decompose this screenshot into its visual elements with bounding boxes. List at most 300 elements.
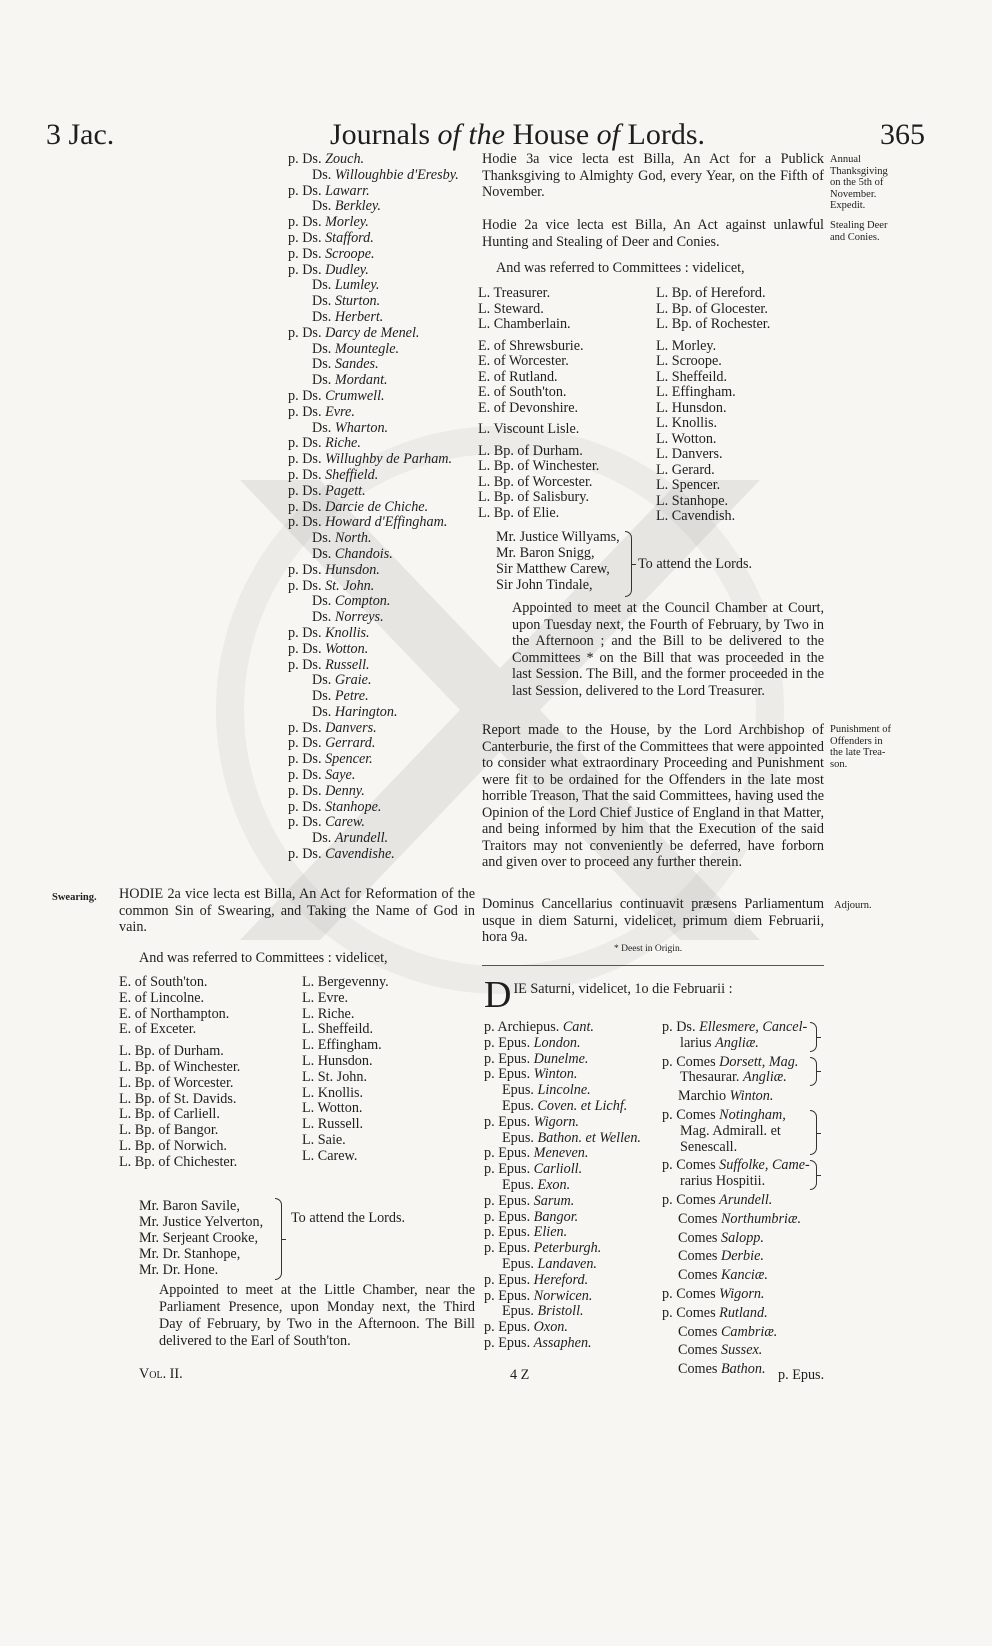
earl-entry xyxy=(662,1249,814,1265)
earl-entry xyxy=(662,1089,814,1105)
list-item xyxy=(288,531,459,547)
brace-swearing-attendees xyxy=(275,1198,282,1280)
margin-line: November. xyxy=(830,188,877,200)
list-item xyxy=(484,1289,641,1305)
list-item xyxy=(288,815,459,831)
list-item xyxy=(484,1241,641,1257)
list-item: L. Bergevenny. xyxy=(302,974,389,990)
list-name: North. xyxy=(334,530,372,547)
list-item: L. Knollis. xyxy=(656,415,718,431)
list-item: L. Viscount Lisle. xyxy=(478,421,580,437)
list-name: Stanhope. xyxy=(325,798,382,815)
list-item: L. Sheffeild. xyxy=(656,368,728,385)
lords-attendance-list xyxy=(288,152,459,863)
list-item xyxy=(484,1304,641,1320)
die-heading-text: IE Saturni, videlicet, 1o die Februarii : xyxy=(513,981,733,997)
swearing-committee-col2 xyxy=(302,975,389,1165)
list-item: L. Knollis. xyxy=(302,1084,364,1101)
list-prefix: p. Epus. xyxy=(484,1113,534,1130)
list-prefix: p. Ds. xyxy=(288,751,326,768)
bishops-attendance-list xyxy=(484,1020,641,1352)
list-name: Wotton. xyxy=(325,640,369,657)
list-item xyxy=(484,1146,641,1162)
list-prefix: Ds. xyxy=(312,609,335,626)
list-name: Dunelme. xyxy=(533,1050,589,1067)
list-item: L. Evre. xyxy=(302,989,349,1006)
list-item xyxy=(484,1052,641,1068)
list-name: Norwicen. xyxy=(533,1287,593,1304)
earl-entry xyxy=(662,1212,814,1228)
earl-entry xyxy=(662,1325,814,1341)
margin-note-deer xyxy=(830,220,902,243)
list-prefix: p. Ds. xyxy=(288,482,326,499)
list-name: Cavendishe. xyxy=(325,846,395,863)
list-item xyxy=(288,152,459,168)
list-item: L. Gerard. xyxy=(656,461,715,478)
die-saturni-heading xyxy=(484,974,824,1016)
list-prefix: p. Ds. xyxy=(288,451,326,468)
list-prefix: Ds. xyxy=(312,530,335,547)
list-item xyxy=(288,768,459,784)
list-item: L. Effingham. xyxy=(302,1037,382,1054)
swearing-attendees xyxy=(139,1198,263,1278)
list-item xyxy=(288,642,459,658)
deer-bill-paragraph: Hodie 2a vice lecta est Billa, An Act against unlawful Hunting and Stealing of Deer and Conies. xyxy=(482,217,824,250)
list-item xyxy=(484,1020,641,1036)
margin-line: Offenders in xyxy=(830,735,883,747)
list-name: Mountegle. xyxy=(334,340,400,357)
list-item xyxy=(484,1131,641,1147)
list-name: Denny. xyxy=(325,782,365,799)
earl-entry xyxy=(662,1268,814,1284)
list-item: L. Bp. of Salisbury. xyxy=(478,489,589,505)
list-prefix: p. Ds. xyxy=(288,182,326,199)
earl-entry xyxy=(662,1108,814,1155)
list-item: E. of Exceter. xyxy=(119,1021,197,1038)
list-name: Hunsdon. xyxy=(325,561,380,578)
margin-note-punishment xyxy=(830,724,902,770)
list-prefix: p. Ds. xyxy=(288,561,326,578)
list-item xyxy=(484,1115,641,1131)
margin-line: Stealing Deer xyxy=(830,220,888,231)
earl-line: Comes Salopp. xyxy=(678,1229,764,1246)
earl-line: larius Angliæ. xyxy=(680,1034,759,1051)
list-name: Howard d'Effingham. xyxy=(325,514,448,531)
list-prefix: p. Ds. xyxy=(288,245,326,262)
list-item: L. Wotton. xyxy=(302,1100,363,1117)
list-item: L. Bp. of Winchester. xyxy=(478,458,600,474)
swearing-referred-line: And was referred to Committees : videlicet, xyxy=(139,950,388,966)
list-name: Sheffield. xyxy=(325,466,379,483)
list-prefix: p. Epus. xyxy=(484,1050,534,1067)
list-item xyxy=(288,468,459,484)
list-item: L. Bp. of Bangor. xyxy=(119,1122,219,1139)
list-item xyxy=(288,263,459,279)
list-name: Lincolne. xyxy=(537,1082,591,1099)
list-name: Meneven. xyxy=(533,1145,589,1162)
list-item xyxy=(288,294,459,310)
earl-line: Mag. Admirall. et xyxy=(680,1122,781,1139)
page-number: 365 xyxy=(880,118,925,151)
list-name: Gerrard. xyxy=(325,735,376,752)
list-prefix: Ds. xyxy=(312,356,335,373)
list-item: L. Bp. of Glocester. xyxy=(656,300,768,317)
list-name: Evre. xyxy=(325,403,355,420)
title-part: House xyxy=(505,118,597,151)
list-prefix: Ds. xyxy=(312,372,335,389)
list-prefix: Ds. xyxy=(312,703,335,720)
margin-note-thanksgiving xyxy=(830,154,902,212)
list-name: Danvers. xyxy=(325,719,377,736)
margin-line: Annual xyxy=(830,154,861,165)
list-item xyxy=(484,1210,641,1226)
list-item xyxy=(288,563,459,579)
list-prefix: p. Epus. xyxy=(484,1240,534,1257)
list-item: Mr. Dr. Hone. xyxy=(139,1262,219,1278)
list-name: Herbert. xyxy=(334,308,384,325)
margin-line: Punishment of xyxy=(830,724,891,735)
list-item: E. of South'ton. xyxy=(478,384,567,400)
earl-line: Comes Bathon. xyxy=(678,1361,766,1378)
title-part: Journals xyxy=(330,118,438,151)
brace xyxy=(810,1022,817,1052)
list-item: Mr. Justice Willyams, xyxy=(496,529,620,545)
list-name: Willoughbie d'Eresby. xyxy=(334,166,459,183)
list-name: London. xyxy=(533,1034,581,1051)
title-part: Lords. xyxy=(620,118,705,151)
list-item: L. Bp. of Chichester. xyxy=(119,1153,238,1170)
earl-entry xyxy=(662,1020,814,1052)
list-item: L. Sheffeild. xyxy=(302,1021,374,1038)
list-item: E. of Rutland. xyxy=(478,368,558,385)
earl-entry xyxy=(662,1343,814,1359)
list-name: Lumley. xyxy=(334,277,380,294)
list-item xyxy=(288,168,459,184)
list-item xyxy=(484,1257,641,1273)
earl-line: Comes Northumbriæ. xyxy=(678,1210,801,1227)
list-item xyxy=(484,1178,641,1194)
list-name: Knollis. xyxy=(325,624,370,641)
list-item xyxy=(288,199,459,215)
list-prefix: p. Ds. xyxy=(288,151,326,167)
list-prefix: p. Epus. xyxy=(484,1224,534,1241)
list-item: L. Bp. of Worcester. xyxy=(478,473,593,490)
list-prefix: Ds. xyxy=(312,293,335,310)
earl-entry xyxy=(662,1287,814,1303)
drop-cap: D xyxy=(484,974,512,1016)
list-name: Carew. xyxy=(325,814,365,831)
list-item: Mr. Serjeant Crooke, xyxy=(139,1230,258,1246)
list-item xyxy=(288,373,459,389)
list-prefix: p. Ds. xyxy=(288,656,326,673)
list-prefix: p. Epus. xyxy=(484,1334,534,1351)
list-item xyxy=(484,1036,641,1052)
list-name: Darcie de Chiche. xyxy=(325,498,429,515)
brace xyxy=(810,1057,817,1087)
list-item xyxy=(484,1083,641,1099)
margin-note-adjourn: Adjourn. xyxy=(834,900,872,911)
list-prefix: p. Ds. xyxy=(288,214,326,231)
list-prefix: p. Ds. xyxy=(288,466,326,483)
list-name: Lawarr. xyxy=(325,182,370,199)
list-item xyxy=(288,500,459,516)
list-prefix: Epus. xyxy=(502,1255,538,1272)
earl-line: p. Comes Wigorn. xyxy=(662,1285,765,1302)
list-prefix: p. Ds. xyxy=(288,324,326,341)
list-name: Exon. xyxy=(537,1176,571,1193)
regnal-year: 3 Jac. xyxy=(46,118,115,151)
list-name: Spencer. xyxy=(325,751,373,768)
list-prefix: Ds. xyxy=(312,419,335,436)
brace xyxy=(810,1110,817,1155)
list-item: L. Stanhope. xyxy=(656,492,729,509)
margin-line: and Conies. xyxy=(830,231,880,243)
list-item xyxy=(288,326,459,342)
adjourn-paragraph: Dominus Cancellarius continuavit præsens Parliamentum usque in diem Saturni, videlicet, primum diem Februarii, hora 9a. xyxy=(482,896,824,945)
margin-line: Thanksgiving xyxy=(830,165,888,177)
margin-line: the late Trea- xyxy=(830,747,886,758)
deer-committee-col1 xyxy=(478,286,599,521)
list-item xyxy=(288,515,459,531)
deer-appointed-paragraph: Appointed to meet at the Council Chamber at Court, upon Tuesday next, the Fourth of February, by Two in the Afternoon ; and the Bill to be delivered to the Committees * on the Bill that was proceeded in the last Session. The Bill, and the former proceeded in the last Session, delivered to the Lord Treasurer. xyxy=(512,600,824,699)
list-prefix: p. Ds. xyxy=(288,577,326,594)
list-item: L. St. John. xyxy=(302,1068,368,1085)
list-prefix: p. Epus. xyxy=(484,1161,534,1178)
list-prefix: p. Ds. xyxy=(288,403,326,420)
list-name: Oxon. xyxy=(533,1319,568,1336)
deer-attendees xyxy=(496,529,620,593)
list-name: Bristoll. xyxy=(537,1303,584,1320)
list-item xyxy=(288,436,459,452)
list-item xyxy=(288,736,459,752)
list-name: Harington. xyxy=(334,703,398,720)
list-prefix: Ds. xyxy=(312,688,335,705)
list-prefix: Ds. xyxy=(312,166,335,183)
list-name: Arundell. xyxy=(334,830,389,847)
list-item xyxy=(288,357,459,373)
deer-attend-note: To attend the Lords. xyxy=(638,556,753,572)
margin-note-swearing: Swearing. xyxy=(52,892,97,903)
list-item: L. Bp. of Rochester. xyxy=(656,316,771,332)
list-name: Sandes. xyxy=(334,356,379,373)
list-prefix: Epus. xyxy=(502,1097,538,1114)
list-name: Berkley. xyxy=(334,198,381,215)
earl-line: Comes Derbie. xyxy=(678,1248,764,1265)
list-prefix: p. Ds. xyxy=(288,782,326,799)
list-name: Coven. et Lichf. xyxy=(537,1097,628,1114)
list-item: L. Effingham. xyxy=(656,384,736,400)
list-item: E. of Northampton. xyxy=(119,1005,230,1022)
list-prefix: p. Epus. xyxy=(484,1192,534,1209)
list-item xyxy=(288,721,459,737)
list-item xyxy=(484,1225,641,1241)
list-item xyxy=(288,658,459,674)
list-item: L. Riche. xyxy=(302,1005,355,1022)
brace-deer-attendees xyxy=(625,531,632,597)
list-name: Wigorn. xyxy=(533,1113,579,1130)
list-item: L. Carew. xyxy=(302,1147,358,1164)
list-name: Norreys. xyxy=(334,609,384,626)
list-name: Stafford. xyxy=(325,229,374,246)
list-name: Pagett. xyxy=(325,482,366,499)
list-item: L. Wotton. xyxy=(656,430,717,447)
list-item: L. Morley. xyxy=(656,337,717,354)
list-prefix: p. Epus. xyxy=(484,1208,534,1225)
volume-label: Vol. II. xyxy=(139,1366,183,1382)
earl-entry xyxy=(662,1158,814,1190)
earl-line: Comes Sussex. xyxy=(678,1342,763,1359)
list-name: Sturton. xyxy=(334,293,381,310)
list-item: L. Russell. xyxy=(302,1116,364,1133)
list-item: L. Bp. of Durham. xyxy=(119,1043,224,1060)
list-item: L. Bp. of Norwich. xyxy=(119,1137,227,1154)
swearing-committee-col1 xyxy=(119,975,240,1171)
earl-line: Marchio Winton. xyxy=(678,1088,774,1105)
list-name: Winton. xyxy=(533,1066,578,1083)
list-item: L. Treasurer. xyxy=(478,285,551,301)
list-item xyxy=(484,1273,641,1289)
list-prefix: p. Epus. xyxy=(484,1287,534,1304)
swearing-appointed-paragraph: Appointed to meet at the Little Chamber, near the Parliament Presence, upon Monday next, the Third Day of February, by Two in the Afternoon. The Bill delivered to the Earl of South'ton. xyxy=(159,1282,475,1349)
list-item: E. of South'ton. xyxy=(119,974,208,990)
earl-line: Senescall. xyxy=(680,1138,738,1155)
margin-line: Expedit. xyxy=(830,200,866,211)
list-item xyxy=(288,547,459,563)
page-title xyxy=(330,118,705,152)
list-prefix: p. Epus. xyxy=(484,1145,534,1162)
title-part: of the xyxy=(437,118,505,151)
swearing-bill-paragraph: HODIE 2a vice lecta est Billa, An Act for Reformation of the common Sin of Swearing, and Taking the Name of God in vain. xyxy=(119,886,475,935)
list-item: L. Steward. xyxy=(478,300,544,317)
list-prefix: Ds. xyxy=(312,593,335,610)
list-prefix: p. Ds. xyxy=(288,735,326,752)
list-name: Cant. xyxy=(562,1019,594,1035)
list-name: Graie. xyxy=(334,672,372,689)
list-item: Sir John Tindale, xyxy=(496,577,593,593)
earl-line: Comes Cambriæ. xyxy=(678,1323,778,1340)
list-prefix: p. Epus. xyxy=(484,1319,534,1336)
list-item xyxy=(288,689,459,705)
list-item xyxy=(288,752,459,768)
list-name: Mordant. xyxy=(334,372,388,389)
list-item: L. Danvers. xyxy=(656,446,723,462)
list-item xyxy=(484,1162,641,1178)
list-item: L. Hunsdon. xyxy=(656,399,727,416)
brace xyxy=(810,1160,817,1190)
margin-line: son. xyxy=(830,758,848,770)
list-item xyxy=(484,1067,641,1083)
list-name: Bathon. et Wellen. xyxy=(537,1129,641,1146)
list-name: St. John. xyxy=(325,577,375,594)
list-prefix: Ds. xyxy=(312,277,335,294)
deer-referred-line: And was referred to Committees : videlicet, xyxy=(496,260,745,276)
list-prefix: Ds. xyxy=(312,545,335,562)
list-prefix: Epus. xyxy=(502,1176,538,1193)
list-name: Riche. xyxy=(325,435,361,452)
earl-entry xyxy=(662,1055,814,1087)
list-prefix: Epus. xyxy=(502,1082,538,1099)
list-prefix: p. Ds. xyxy=(288,387,326,404)
list-name: Morley. xyxy=(325,214,369,231)
list-prefix: p. Ds. xyxy=(288,435,326,452)
margin-line: on the 5th of xyxy=(830,177,884,188)
list-item xyxy=(288,421,459,437)
list-name: Chandois. xyxy=(334,545,393,562)
list-item xyxy=(288,342,459,358)
list-item xyxy=(288,579,459,595)
list-name: Dudley. xyxy=(325,261,369,278)
title-part: of xyxy=(596,118,620,151)
list-prefix: p. Ds. xyxy=(288,261,326,278)
list-prefix: p. Epus. xyxy=(484,1271,534,1288)
list-item: Mr. Justice Yelverton, xyxy=(139,1214,264,1230)
list-item xyxy=(288,247,459,263)
earl-line: p. Comes Suffolke, Came- xyxy=(662,1157,810,1174)
list-prefix: Epus. xyxy=(502,1303,538,1320)
list-item: L. Chamberlain. xyxy=(478,316,571,332)
list-item xyxy=(288,831,459,847)
list-prefix: Ds. xyxy=(312,198,335,215)
list-item: Sir Matthew Carew, xyxy=(496,561,610,577)
list-prefix: p. Ds. xyxy=(288,624,326,641)
list-item: L. Hunsdon. xyxy=(302,1052,373,1069)
list-item xyxy=(288,215,459,231)
list-prefix: p. Archiepus. xyxy=(484,1019,563,1035)
earl-line: rarius Hospitii. xyxy=(680,1173,766,1190)
list-name: Russell. xyxy=(325,656,370,673)
list-item: E. of Devonshire. xyxy=(478,399,579,416)
list-prefix: p. Ds. xyxy=(288,814,326,831)
list-prefix: p. Epus. xyxy=(484,1066,534,1083)
list-name: Compton. xyxy=(334,593,391,610)
list-name: Elien. xyxy=(533,1224,568,1241)
list-prefix: p. Ds. xyxy=(288,798,326,815)
list-name: Scroope. xyxy=(325,245,375,262)
list-prefix: p. Ds. xyxy=(288,719,326,736)
report-paragraph: Report made to the House, by the Lord Archbishop of Canterburie, the first of the Committees that were appointed to consider what extraordinary Proceeding and Punishment were fit to be ordained for the Offenders in the late most horrible Treason, That the said Committees, having used the Opinion of the Lord Chief Justice of England in that Matter, and being informed by him that the Execution of the said Traitors may not conveniently be deferred, have forborn and given over to proceed any further therein. xyxy=(482,722,824,870)
thanksgiving-paragraph: Hodie 3a vice lecta est Billa, An Act for a Publick Thanksgiving to Almighty God, every Year, on the Fifth of November. xyxy=(482,151,824,200)
list-item: L. Bp. of Elie. xyxy=(478,504,560,521)
list-item xyxy=(484,1099,641,1115)
list-item: E. of Shrewsburie. xyxy=(478,337,584,354)
list-prefix: p. Ds. xyxy=(288,229,326,246)
section-rule xyxy=(482,965,824,966)
list-item: L. Cavendish. xyxy=(656,508,736,524)
list-item xyxy=(288,610,459,626)
list-prefix: p. Ds. xyxy=(288,767,326,784)
list-name: Carlioll. xyxy=(533,1161,583,1178)
list-name: Wharton. xyxy=(334,419,389,436)
list-prefix: p. Ds. xyxy=(288,498,326,515)
list-prefix: Ds. xyxy=(312,340,335,357)
signature-mark: 4 Z xyxy=(510,1367,530,1383)
earl-line: p. Comes Arundell. xyxy=(662,1191,773,1208)
earl-line: p. Comes Rutland. xyxy=(662,1304,768,1321)
earl-line: Comes Kanciæ. xyxy=(678,1267,768,1284)
footnote: * Deest in Origin. xyxy=(614,944,683,954)
list-item xyxy=(288,278,459,294)
list-item: E. of Worcester. xyxy=(478,353,569,369)
list-prefix: p. Ds. xyxy=(288,514,326,531)
list-item: L. Bp. of Hereford. xyxy=(656,285,766,301)
earl-entry xyxy=(662,1231,814,1247)
list-prefix: p. Epus. xyxy=(484,1034,534,1051)
list-item xyxy=(484,1194,641,1210)
list-prefix: Ds. xyxy=(312,672,335,689)
list-item xyxy=(288,484,459,500)
list-name: Willughby de Parham. xyxy=(325,451,453,468)
list-name: Landaven. xyxy=(537,1255,597,1272)
